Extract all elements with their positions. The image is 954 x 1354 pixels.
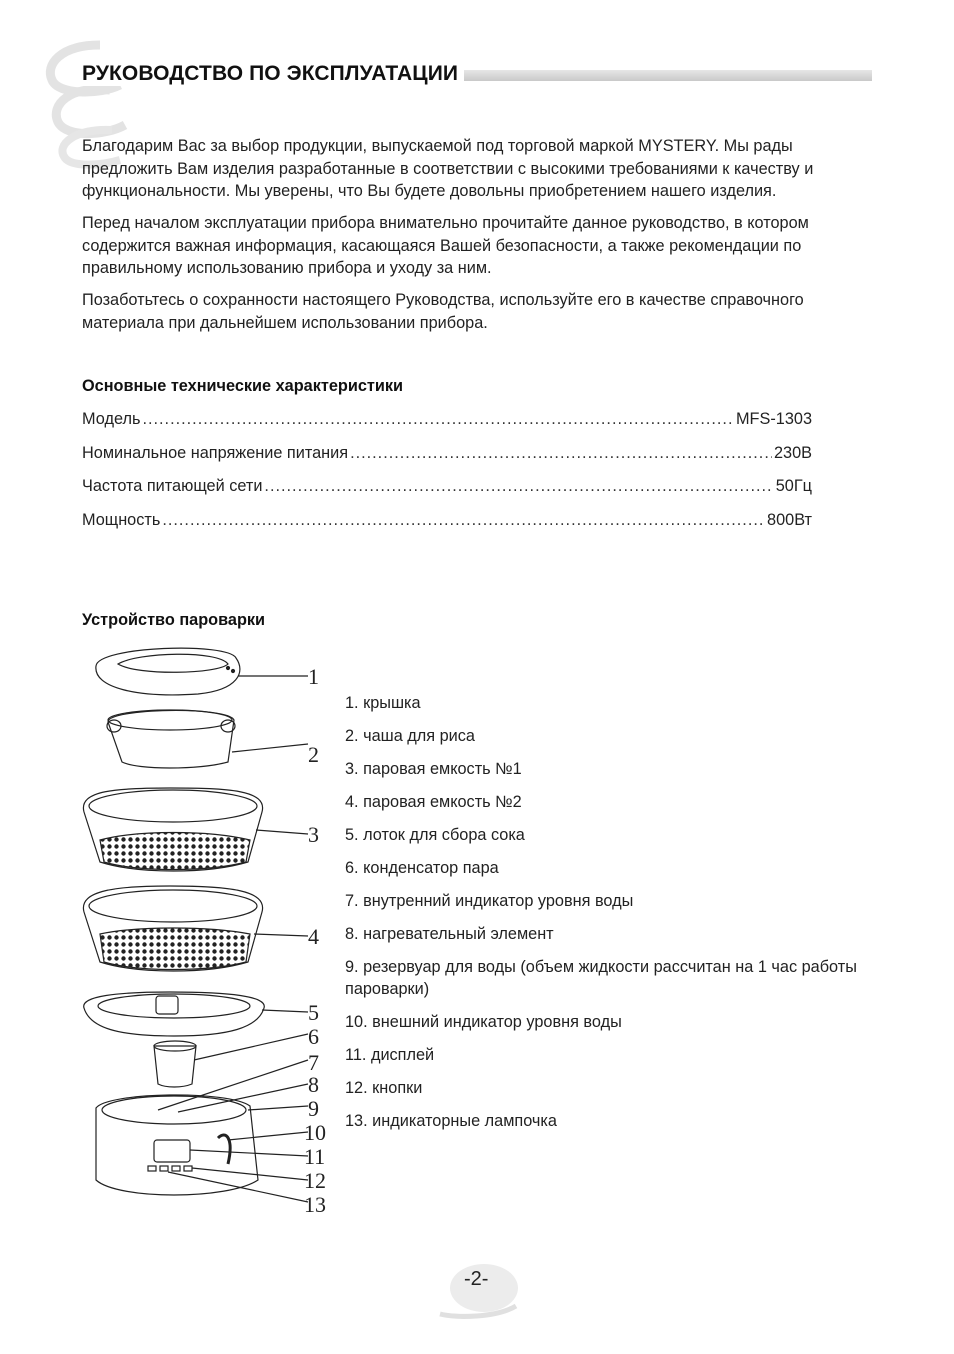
list-item: 10. внешний индикатор уровня воды xyxy=(345,1013,622,1031)
callout-label: 2 xyxy=(308,742,319,767)
intro-paragraph-2: Перед началом эксплуатации прибора внимательно прочитайте данное руководство, в котором содержится важная информация, касающаяся Вашей безопасности, а также рекомендации по правильному использованию прибора и уходу за ним. xyxy=(82,214,809,277)
page-header xyxy=(82,58,872,88)
callout-label: 13 xyxy=(304,1192,326,1217)
leader-line-4 xyxy=(254,934,308,936)
steam-condenser-shape xyxy=(154,1046,196,1087)
leader-dots xyxy=(162,511,765,530)
device-title: Устройство пароварки xyxy=(82,611,266,629)
leader-dots xyxy=(142,410,734,429)
lid-vent-hole xyxy=(227,667,230,670)
specs-title: Основные технические характеристики xyxy=(82,377,404,395)
callout-label: 9 xyxy=(308,1096,319,1121)
callout-label: 3 xyxy=(308,822,319,847)
spec-row-power xyxy=(82,511,812,545)
list-item: 8. нагревательный элемент xyxy=(345,925,554,943)
page-number-badge xyxy=(436,1258,522,1322)
spec-label: Частота питающей сети xyxy=(82,477,263,495)
list-item: 9. резервуар для воды (объем жидкости рассчитан на 1 час работы пароварки) xyxy=(345,958,857,998)
callout-label: 8 xyxy=(308,1072,319,1097)
leader-line-9 xyxy=(248,1106,308,1110)
callout-label: 10 xyxy=(304,1120,326,1145)
list-item: 13. индикаторные лампочка xyxy=(345,1112,557,1130)
intro-paragraph-3: Позаботьтесь о сохранности настоящего Руководства, используйте его в качестве справочного материала при дальнейшем использовании прибора. xyxy=(82,291,804,332)
spec-label: Мощность xyxy=(82,510,161,529)
steam-basket-1-mesh xyxy=(100,833,250,870)
spec-value: MFS-1303 xyxy=(735,410,812,428)
list-item: 6. конденсатор пара xyxy=(345,859,499,877)
list-item: 3. паровая емкость №1 xyxy=(345,760,522,778)
leader-line-5 xyxy=(262,1010,308,1012)
callout-label: 11 xyxy=(304,1144,326,1169)
parts-list xyxy=(345,692,875,1143)
leader-line-6 xyxy=(194,1034,308,1060)
lid-shape xyxy=(96,648,240,695)
callout-label: 7 xyxy=(308,1050,319,1075)
callout-label: 5 xyxy=(308,1000,319,1025)
list-item: 2. чаша для риса xyxy=(345,727,475,745)
spec-value: 50Гц xyxy=(775,477,812,495)
callout-label: 1 xyxy=(308,664,319,689)
base-shape xyxy=(96,1095,258,1195)
spec-row-voltage xyxy=(82,444,812,478)
callout-label: 12 xyxy=(304,1168,326,1193)
intro-paragraph-1: Благодарим Вас за выбор продукции, выпускаемой под торговой маркой MYSTERY. Мы рады предложить Вам изделия разработанные в соответствии с высокими требованиями к качеству и функциональности. Мы уверены, что Вы будете довольны приобретением нашего изделия. xyxy=(82,137,814,200)
list-item: 12. кнопки xyxy=(345,1079,423,1097)
list-item: 11. дисплей xyxy=(345,1046,435,1064)
list-item: 7. внутренний индикатор уровня воды xyxy=(345,892,634,910)
steam-basket-2-mesh xyxy=(100,928,250,970)
callout-label: 4 xyxy=(308,924,319,949)
leader-dots xyxy=(350,444,772,463)
spec-value: 800Вт xyxy=(767,510,812,529)
lid-vent-hole xyxy=(232,670,235,673)
spec-value: 230В xyxy=(773,443,812,462)
spec-label: Номинальное напряжение питания xyxy=(82,443,349,462)
page-title: РУКОВОДСТВО ПО ЭКСПЛУАТАЦИИ xyxy=(82,62,464,86)
spec-row-frequency xyxy=(82,477,812,511)
spec-label: Модель xyxy=(82,410,141,428)
spec-row-model xyxy=(82,410,812,444)
leader-dots xyxy=(264,477,773,496)
rice-bowl-shape xyxy=(108,710,234,768)
list-item: 1. крышка xyxy=(345,694,421,712)
page-number: -2- xyxy=(464,1268,489,1290)
list-item: 4. паровая емкость №2 xyxy=(345,793,522,811)
leader-line-3 xyxy=(256,830,308,834)
leader-line-2 xyxy=(232,744,308,752)
specs-list xyxy=(82,410,812,544)
list-item: 5. лоток для сбора сока xyxy=(345,826,525,844)
steamer-diagram xyxy=(78,640,338,1220)
callout-label: 6 xyxy=(308,1024,319,1049)
